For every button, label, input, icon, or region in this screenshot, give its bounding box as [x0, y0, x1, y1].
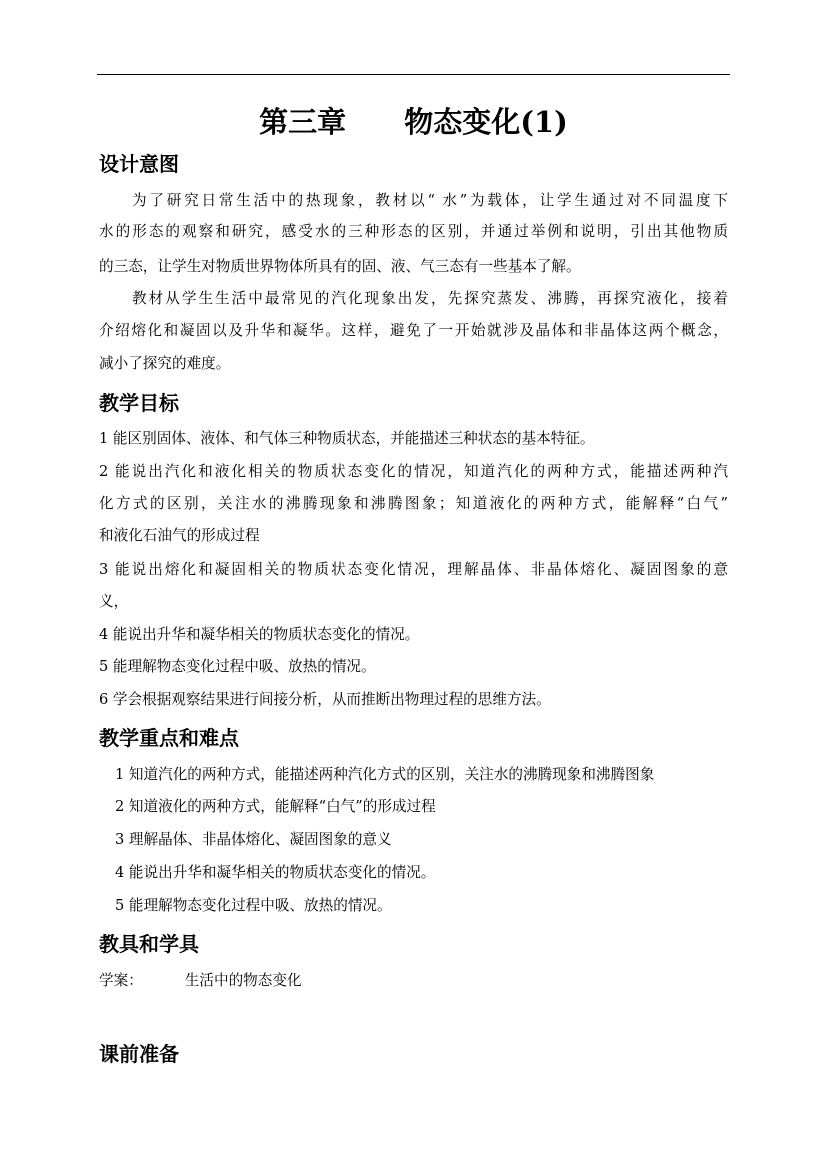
list-item: 化方式的区别，关注水的沸腾现象和沸腾图象；知道液化的两种方式，能解释“白气”	[99, 495, 728, 512]
tools-line	[99, 970, 302, 992]
list-item: 5 能理解物态变化过程中吸、放热的情况。	[115, 897, 392, 914]
list-item: 2 知道液化的两种方式，能解释“白气”的形成过程	[115, 798, 436, 815]
list-item: 义，	[99, 593, 129, 610]
list-item: 4 能说出升华和凝华相关的物质状态变化的情况。	[115, 864, 436, 881]
list-item: 3 理解晶体、非晶体熔化、凝固图象的意义	[115, 831, 392, 848]
paragraph-line: 水的形态的观察和研究，感受水的三种形态的区别，并通过举例和说明，引出其他物质	[99, 223, 728, 240]
paragraph-line: 减小了探究的难度。	[99, 355, 231, 372]
list-item: 4 能说出升华和凝华相关的物质状态变化的情况。	[99, 626, 420, 643]
section-heading-design: 设计意图	[99, 152, 179, 176]
paragraph-line: 教材从学生生活中最常见的汽化现象出发，先探究蒸发、沸腾，再探究液化，接着	[132, 290, 728, 307]
section-heading-keypoints: 教学重点和难点	[99, 726, 239, 750]
paragraph-line: 的三态，让学生对物质世界物体所具有的固、液、气三态有一些基本了解。	[99, 258, 581, 275]
section-heading-goals: 教学目标	[99, 391, 179, 415]
list-item: 和液化石油气的形成过程	[99, 527, 260, 544]
page-title	[97, 102, 730, 142]
title-chapter: 第三章	[259, 105, 347, 139]
tools-label: 学案：	[99, 972, 143, 989]
header-rule	[97, 74, 730, 75]
section-heading-prep: 课前准备	[99, 1042, 179, 1066]
paragraph-line: 为了研究日常生活中的热现象，教材以“ 水”为载体，让学生通过对不同温度下	[132, 192, 728, 209]
paragraph-line: 介绍熔化和凝固以及升华和凝华。这样，避免了一开始就涉及晶体和非晶体这两个概念，	[99, 322, 728, 339]
list-item: 6 学会根据观察结果进行间接分析，从而推断出物理过程的思维方法。	[99, 691, 551, 708]
section-heading-tools: 教具和学具	[99, 932, 199, 956]
list-item: 1 能区别固体、液体、和气体三种物质状态，并能描述三种状态的基本特征。	[99, 430, 595, 447]
list-item: 1 知道汽化的两种方式，能描述两种汽化方式的区别，关注水的沸腾现象和沸腾图象	[115, 766, 655, 783]
tools-value: 生活中的物态变化	[184, 972, 302, 989]
title-topic: 物态变化(1)	[404, 105, 568, 139]
list-item: 3 能说出熔化和凝固相关的物质状态变化情况，理解晶体、非晶体熔化、凝固图象的意	[99, 561, 728, 578]
list-item: 5 能理解物态变化过程中吸、放热的情况。	[99, 658, 376, 675]
list-item: 2 能说出汽化和液化相关的物质状态变化的情况，知道汽化的两种方式，能描述两种汽	[99, 463, 728, 480]
